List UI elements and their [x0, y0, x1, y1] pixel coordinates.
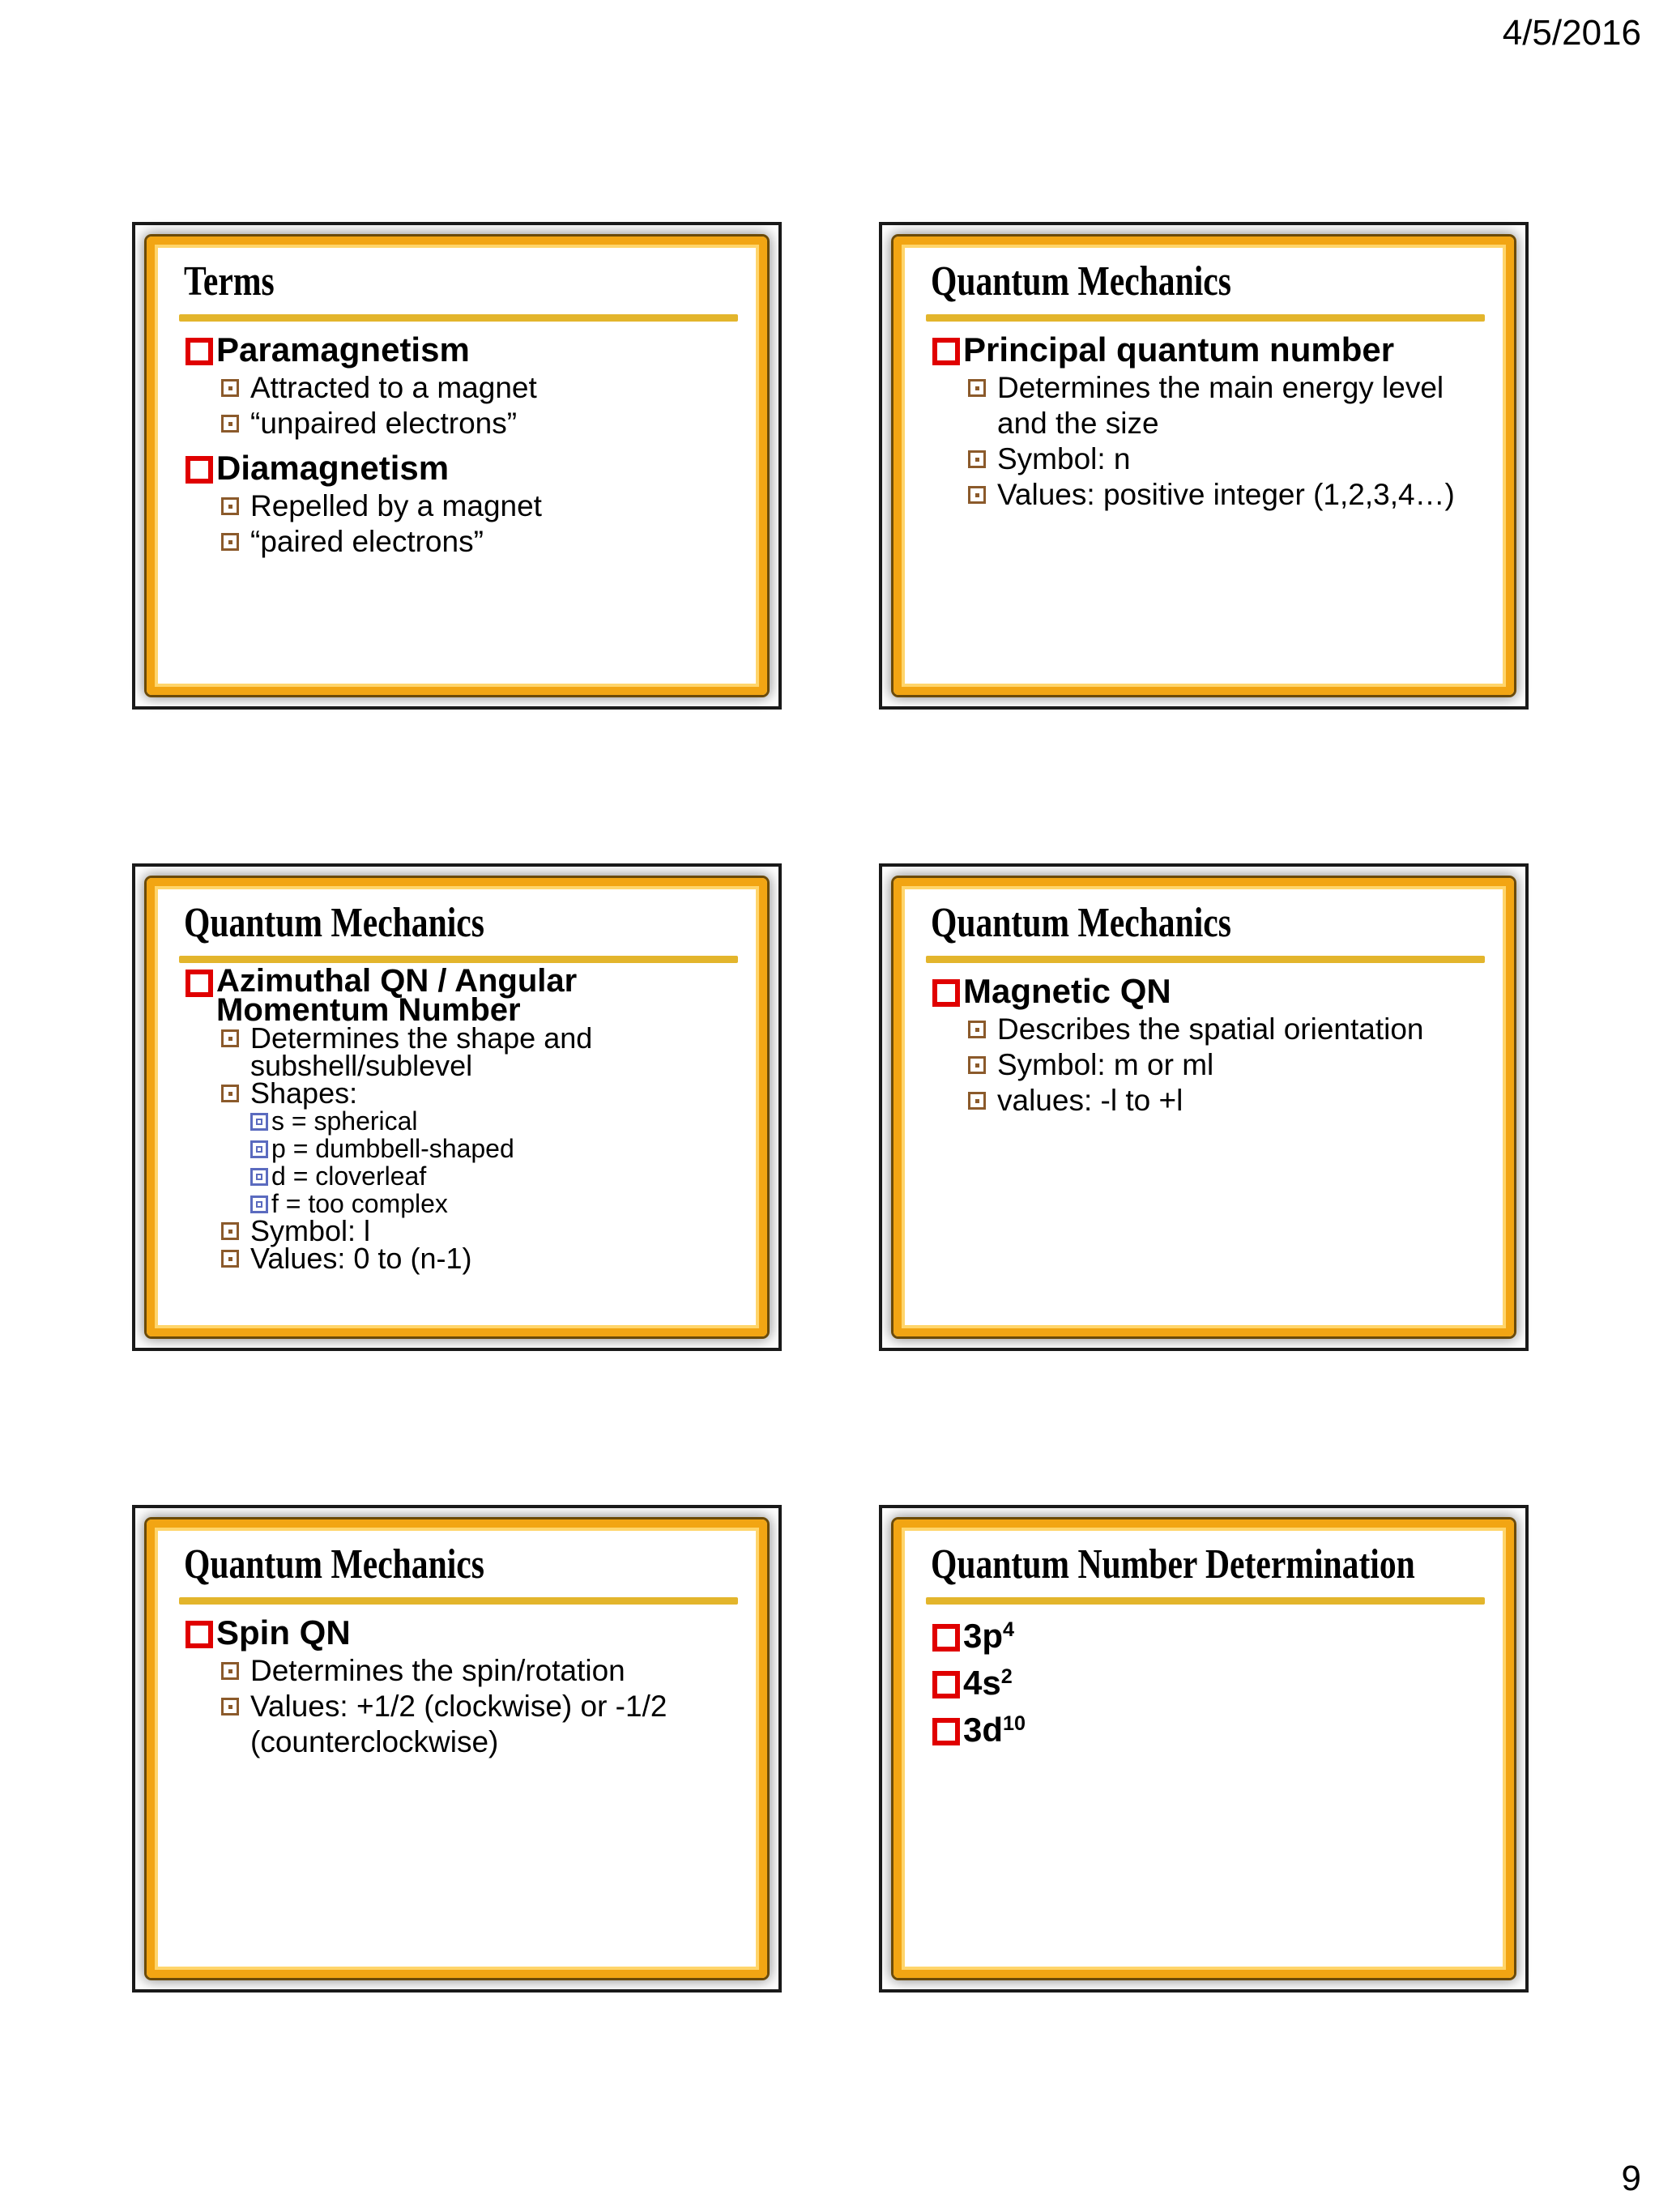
nested-square-bullet-icon — [250, 1113, 268, 1131]
square-bullet-icon — [221, 1085, 239, 1102]
slide-title: Quantum Mechanics — [931, 900, 1231, 946]
bullet-level2: values: -l to +l — [931, 1083, 1485, 1119]
bullet-level3: s = spherical — [184, 1107, 738, 1135]
bullet-level1: $4s^2$ — [931, 1660, 1485, 1707]
bullet-level1: $3d^{10}$ — [931, 1707, 1485, 1754]
title-rule — [926, 956, 1485, 963]
square-bullet-icon — [968, 379, 986, 397]
bullet-level1: $3p^4$ — [931, 1613, 1485, 1660]
bullet-level2: “paired electrons” — [184, 524, 738, 560]
bullet-level3: p = dumbbell-shaped — [184, 1135, 738, 1162]
bullet-level3: f = too complex — [184, 1190, 738, 1217]
slide-title: Quantum Mechanics — [931, 258, 1231, 305]
nested-square-bullet-icon — [250, 1196, 268, 1213]
red-square-bullet-icon — [932, 1718, 960, 1745]
square-bullet-icon — [968, 450, 986, 468]
title-rule — [179, 1597, 738, 1605]
bullet-level2: Describes the spatial orientation — [931, 1012, 1485, 1047]
bullet-level2: Attracted to a magnet — [184, 370, 738, 406]
square-bullet-icon — [221, 379, 239, 397]
square-bullet-icon — [968, 1021, 986, 1038]
slide-title: Quantum Mechanics — [184, 900, 484, 946]
square-bullet-icon — [221, 415, 239, 433]
red-square-bullet-icon — [186, 970, 213, 997]
header-date: 4/5/2016 — [1502, 13, 1641, 53]
slide-terms — [132, 222, 782, 710]
title-rule — [926, 314, 1485, 322]
slide-title: Terms — [184, 258, 275, 305]
bullet-level2: Determines the main energy level and the size — [931, 370, 1485, 441]
nested-square-bullet-icon — [250, 1140, 268, 1158]
square-bullet-icon — [221, 1250, 239, 1268]
bullet-level1: Spin QN — [184, 1613, 738, 1653]
slide-spin-qn — [132, 1505, 782, 1993]
bullet-level1: Principal quantum number — [931, 330, 1485, 370]
slide-title: Quantum Number Determination — [931, 1541, 1415, 1588]
bullet-level2: Symbol: l — [184, 1217, 738, 1245]
square-bullet-icon — [968, 1092, 986, 1110]
slide-title: Quantum Mechanics — [184, 1541, 484, 1588]
title-rule — [179, 314, 738, 322]
square-bullet-icon — [221, 1698, 239, 1715]
bullet-level2: Repelled by a magnet — [184, 488, 738, 524]
bullet-level1: Azimuthal QN / Angular Momentum Number — [184, 966, 738, 1025]
square-bullet-icon — [221, 1029, 239, 1047]
slide-azimuthal-qn — [132, 863, 782, 1351]
red-square-bullet-icon — [932, 1671, 960, 1698]
square-bullet-icon — [968, 486, 986, 504]
slide-qn-determination — [879, 1505, 1529, 1993]
slide-magnetic-qn — [879, 863, 1529, 1351]
bullet-level1: Magnetic QN — [931, 971, 1485, 1012]
square-bullet-icon — [221, 1662, 239, 1680]
bullet-level2: Shapes: — [184, 1080, 738, 1107]
square-bullet-icon — [221, 497, 239, 515]
bullet-level2: Symbol: n — [931, 441, 1485, 477]
red-square-bullet-icon — [186, 1621, 213, 1648]
red-square-bullet-icon — [932, 338, 960, 365]
slide-principal-qn — [879, 222, 1529, 710]
bullet-level1: Paramagnetism — [184, 330, 738, 370]
bullet-level2: Determines the shape and subshell/sublevel — [184, 1025, 738, 1080]
square-bullet-icon — [221, 533, 239, 551]
bullet-level2: Symbol: m or ml — [931, 1047, 1485, 1083]
bullet-level3: d = cloverleaf — [184, 1162, 738, 1190]
red-square-bullet-icon — [186, 456, 213, 484]
square-bullet-icon — [221, 1222, 239, 1240]
bullet-level2: Values: positive integer (1,2,3,4…) — [931, 477, 1485, 513]
bullet-level2: Values: +1/2 (clockwise) or -1/2 (counterclockwise) — [184, 1689, 738, 1760]
bullet-level2: Values: 0 to (n-1) — [184, 1245, 738, 1272]
title-rule — [926, 1597, 1485, 1605]
bullet-level2: Determines the spin/rotation — [184, 1653, 738, 1689]
bullet-level2: “unpaired electrons” — [184, 406, 738, 441]
page-number: 9 — [1621, 2159, 1641, 2198]
square-bullet-icon — [968, 1056, 986, 1074]
title-rule — [179, 956, 738, 963]
red-square-bullet-icon — [186, 338, 213, 365]
red-square-bullet-icon — [932, 1624, 960, 1652]
nested-square-bullet-icon — [250, 1168, 268, 1186]
red-square-bullet-icon — [932, 979, 960, 1007]
bullet-level1: Diamagnetism — [184, 448, 738, 488]
